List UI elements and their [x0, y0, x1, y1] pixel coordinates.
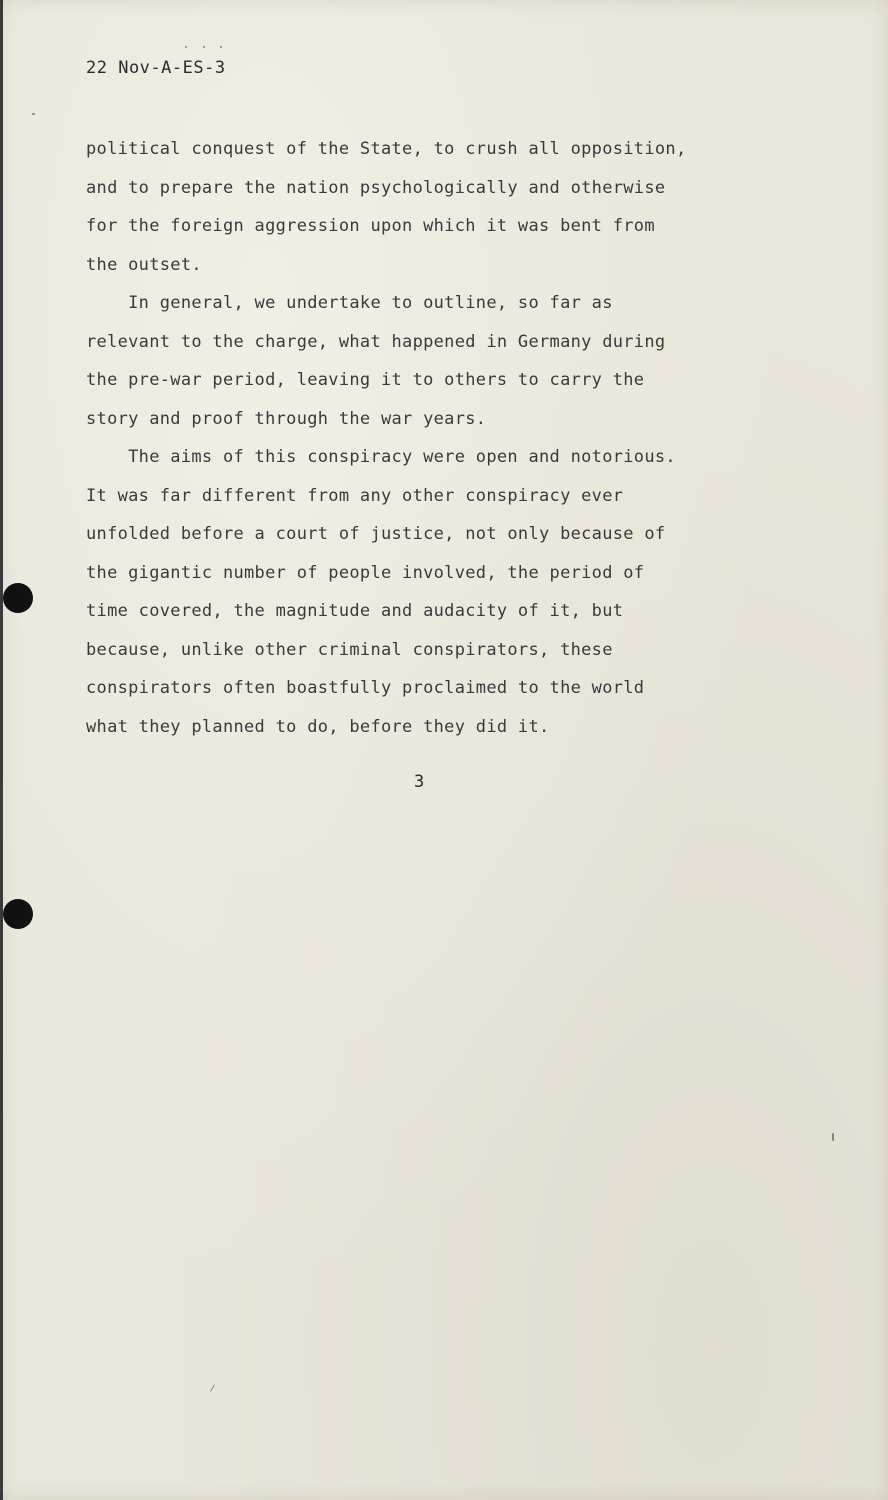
text-line: the pre-war period, leaving it to others to carry the: [86, 370, 645, 390]
text-line: political conquest of the State, to crush all opposition,: [86, 139, 687, 159]
text-line: The aims of this conspiracy were open and notorious.: [86, 447, 676, 467]
punch-hole: [3, 899, 33, 929]
text-line: because, unlike other criminal conspirators, these: [86, 639, 613, 660]
document-reference: 22 Nov-A-ES-3: [86, 58, 226, 78]
text-line: It was far different from any other conspiracy ever: [86, 485, 624, 506]
paper-speck: [220, 46, 222, 48]
punch-hole: [3, 583, 33, 613]
text-line: time covered, the magnitude and audacity of it, but: [86, 601, 624, 621]
paper-speck: [832, 1133, 834, 1141]
text-line: conspirators often boastfully proclaimed to the world: [86, 678, 645, 698]
paper-speck: [185, 46, 187, 48]
text-line: In general, we undertake to outline, so far as: [86, 293, 613, 313]
paper-speck: [210, 1384, 215, 1391]
text-line: relevant to the charge, what happened in Germany during: [86, 331, 666, 352]
text-line: story and proof through the war years.: [86, 408, 487, 429]
page-number: 3: [414, 772, 425, 792]
text-line: and to prepare the nation psychologically and otherwise: [86, 177, 666, 198]
text-line: unfolded before a court of justice, not only because of: [86, 524, 666, 544]
document-body: [86, 130, 786, 746]
text-line: for the foreign aggression upon which it was bent from: [86, 216, 655, 236]
text-line: the gigantic number of people involved, the period of: [86, 562, 645, 583]
text-line: the outset.: [86, 254, 202, 275]
paper-speck: [203, 46, 205, 48]
page-left-edge: [0, 0, 3, 1500]
paper-speck: [32, 113, 35, 115]
text-line: what they planned to do, before they did it.: [86, 716, 550, 737]
